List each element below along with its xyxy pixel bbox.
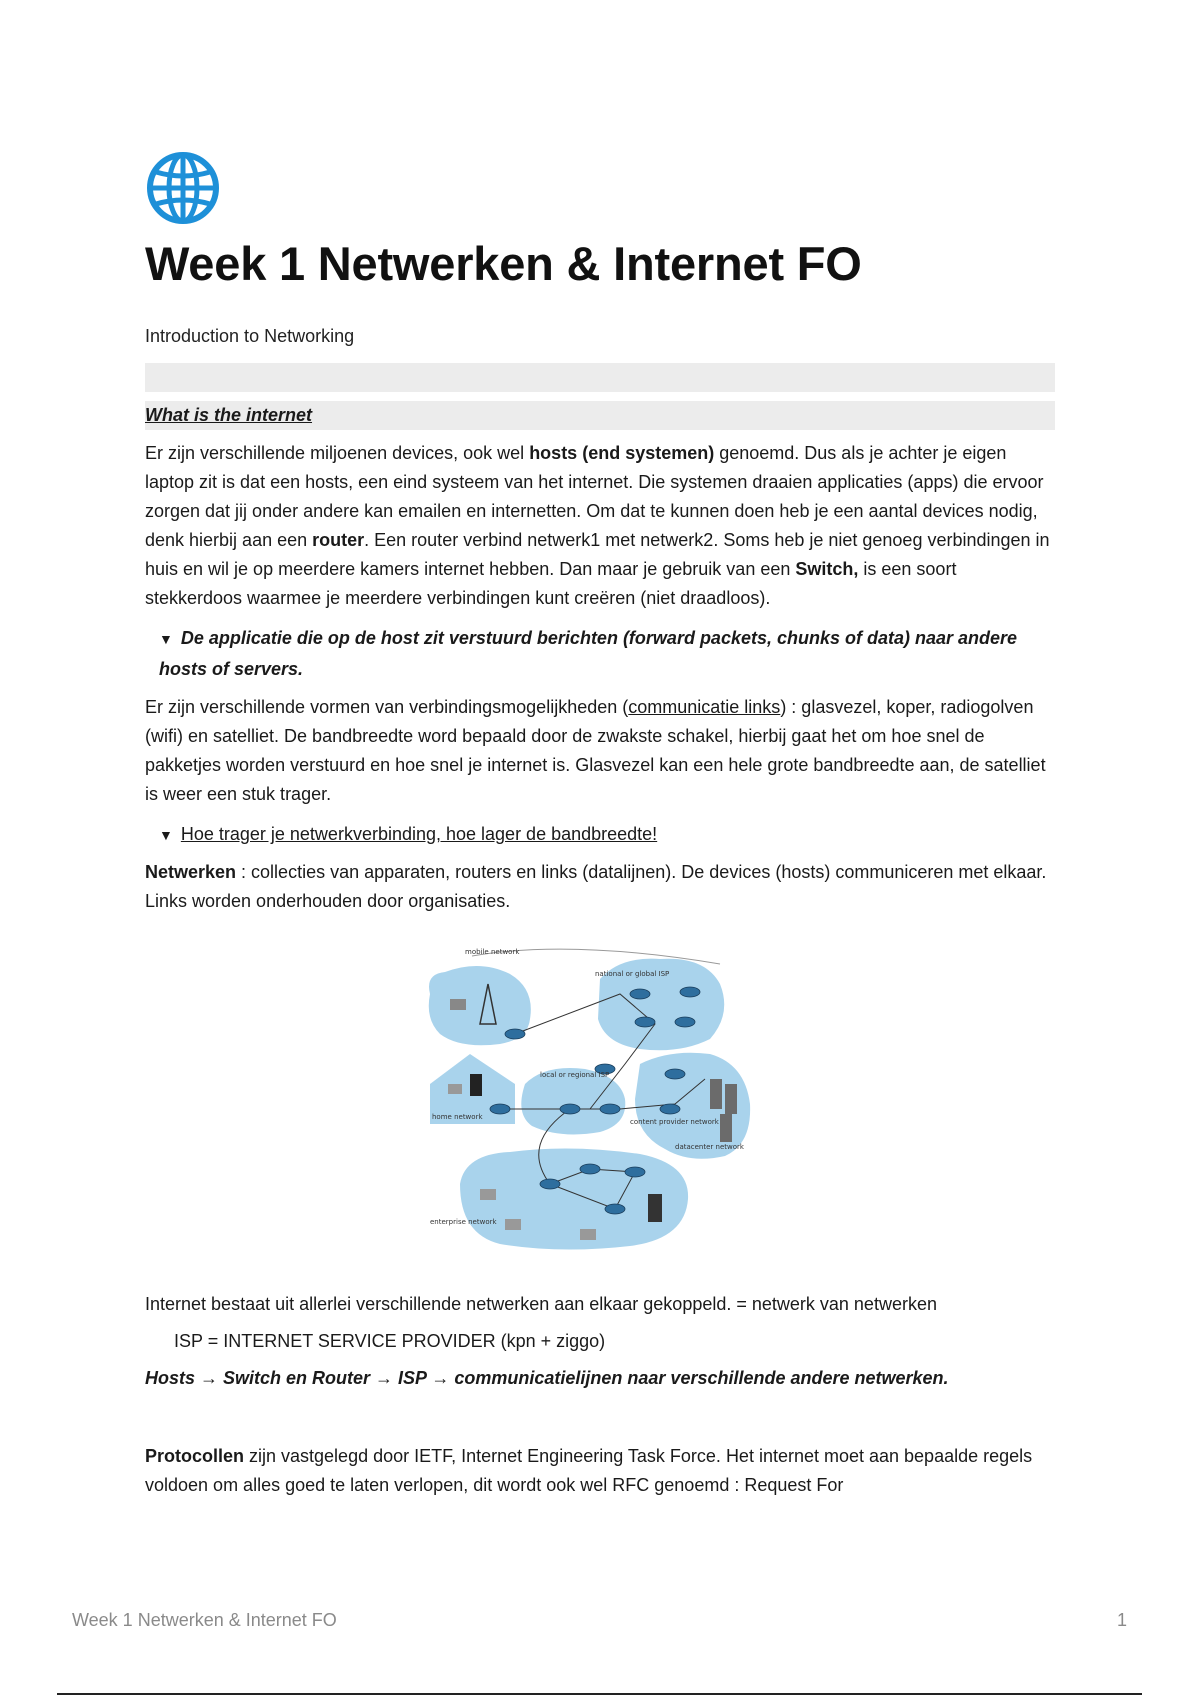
document-page	[145, 150, 1055, 1500]
isp-line: ISP = INTERNET SERVICE PROVIDER (kpn + ziggo)	[174, 1331, 606, 1352]
page-footer	[72, 1610, 1127, 1631]
flow-line: Hosts → Switch en Router → ISP → communicatielijnen naar verschillende andere netwerken.	[145, 1368, 949, 1389]
text-run: genoemd. Dus als je achter je eigen laptop zit is dat een hosts, een eind systeem van het internet. Die systemen draaien applicaties (apps) die ervoor zorgen dat jij onder andere kan emailen en internetten. Om dat te kunnen doen heb je een aantal devices nodig, denk hierbij aan een	[145, 443, 1044, 551]
underlined-run: communicatie links	[628, 697, 781, 718]
bottom-rule	[57, 1693, 1142, 1695]
toggle-text: Hoe trager je netwerkverbinding, hoe lager de bandbreedte!	[180, 824, 658, 845]
bold-run: Netwerken	[145, 862, 237, 883]
diagram-label-home: home network	[432, 1113, 483, 1122]
text-run: ) : glasvezel, koper, radiogolven (wifi) en satelliet. De bandbreedte word bepaald door de zwakste schakel, hierbij gaat het om hoe snel de pakketjes worden verstuurd en hoe snel je internet is. Glasvezel kan een hele grote bandbreedte aan, de satelliet is weer een stuk trager.	[145, 697, 1046, 805]
toggle-block-bandbreedte[interactable]	[145, 819, 1055, 850]
paragraph-internet: Internet bestaat uit allerlei verschillende netwerken aan elkaar gekoppeld. = netwerk van netwerken	[145, 1294, 937, 1315]
paragraph-links	[145, 693, 1055, 809]
text-run: is een soort stekkerdoos waarmee je meerdere verbindingen kunt creëren (niet draadloos).	[145, 559, 957, 609]
page-subtitle: Introduction to Networking	[145, 326, 355, 347]
bold-run: Switch,	[795, 559, 859, 580]
toggle-text: De applicatie die op de host zit verstuurd berichten (forward packets, chunks of data) naar andere hosts of servers.	[159, 628, 1018, 680]
globe-icon	[145, 150, 221, 226]
toggle-triangle-icon[interactable]: ▼	[159, 827, 173, 844]
network-diagram-image	[420, 944, 770, 1259]
diagram-label-enterprise: enterprise network	[430, 1218, 497, 1227]
text-run: . Een router verbind netwerk1 met netwerk2. Soms heb je niet genoeg verbindingen in huis en wil je op meerdere kamers internet hebben. Dan maar je gebruik van een	[145, 530, 1050, 580]
text-run: : collecties van apparaten, routers en links (datalijnen). De devices (hosts) communiceren met elkaar. Links worden onderhouden door organisaties.	[145, 862, 1047, 912]
diagram-label-content: content provider network	[630, 1118, 719, 1127]
paragraph-protocollen	[145, 1442, 1055, 1500]
bold-run: router	[312, 530, 365, 551]
diagram-label-local: local or regional ISP	[540, 1071, 610, 1080]
page-title: Week 1 Netwerken & Internet FO	[145, 237, 862, 290]
diagram-label-national: national or global ISP	[595, 970, 670, 979]
footer-page-number: 1	[1116, 1610, 1127, 1630]
empty-callout-bar	[145, 363, 1055, 392]
bold-run: Protocollen	[145, 1446, 245, 1467]
text-run: Er zijn verschillende vormen van verbindingsmogelijkheden (	[145, 697, 629, 718]
section-heading-text: What is the internet	[145, 405, 313, 426]
text-run: Er zijn verschillende miljoenen devices, ook wel	[145, 443, 530, 464]
section-heading	[145, 401, 1055, 430]
paragraph-netwerken	[145, 858, 1055, 916]
diagram-label-datacenter: datacenter network	[675, 1143, 744, 1152]
diagram-label-mobile: mobile network	[465, 948, 520, 957]
bold-run: hosts (end systemen)	[529, 443, 715, 464]
paragraph-hosts	[145, 439, 1055, 613]
text-run: zijn vastgelegd door IETF, Internet Engineering Task Force. Het internet moet aan bepaalde regels voldoen om alles goed te laten verlopen, dit wordt ook wel RFC genoemd : Request For	[145, 1446, 1033, 1496]
footer-title: Week 1 Netwerken & Internet FO	[72, 1610, 337, 1630]
toggle-block-applicatie[interactable]	[145, 623, 1055, 684]
toggle-triangle-icon[interactable]: ▼	[159, 631, 173, 648]
